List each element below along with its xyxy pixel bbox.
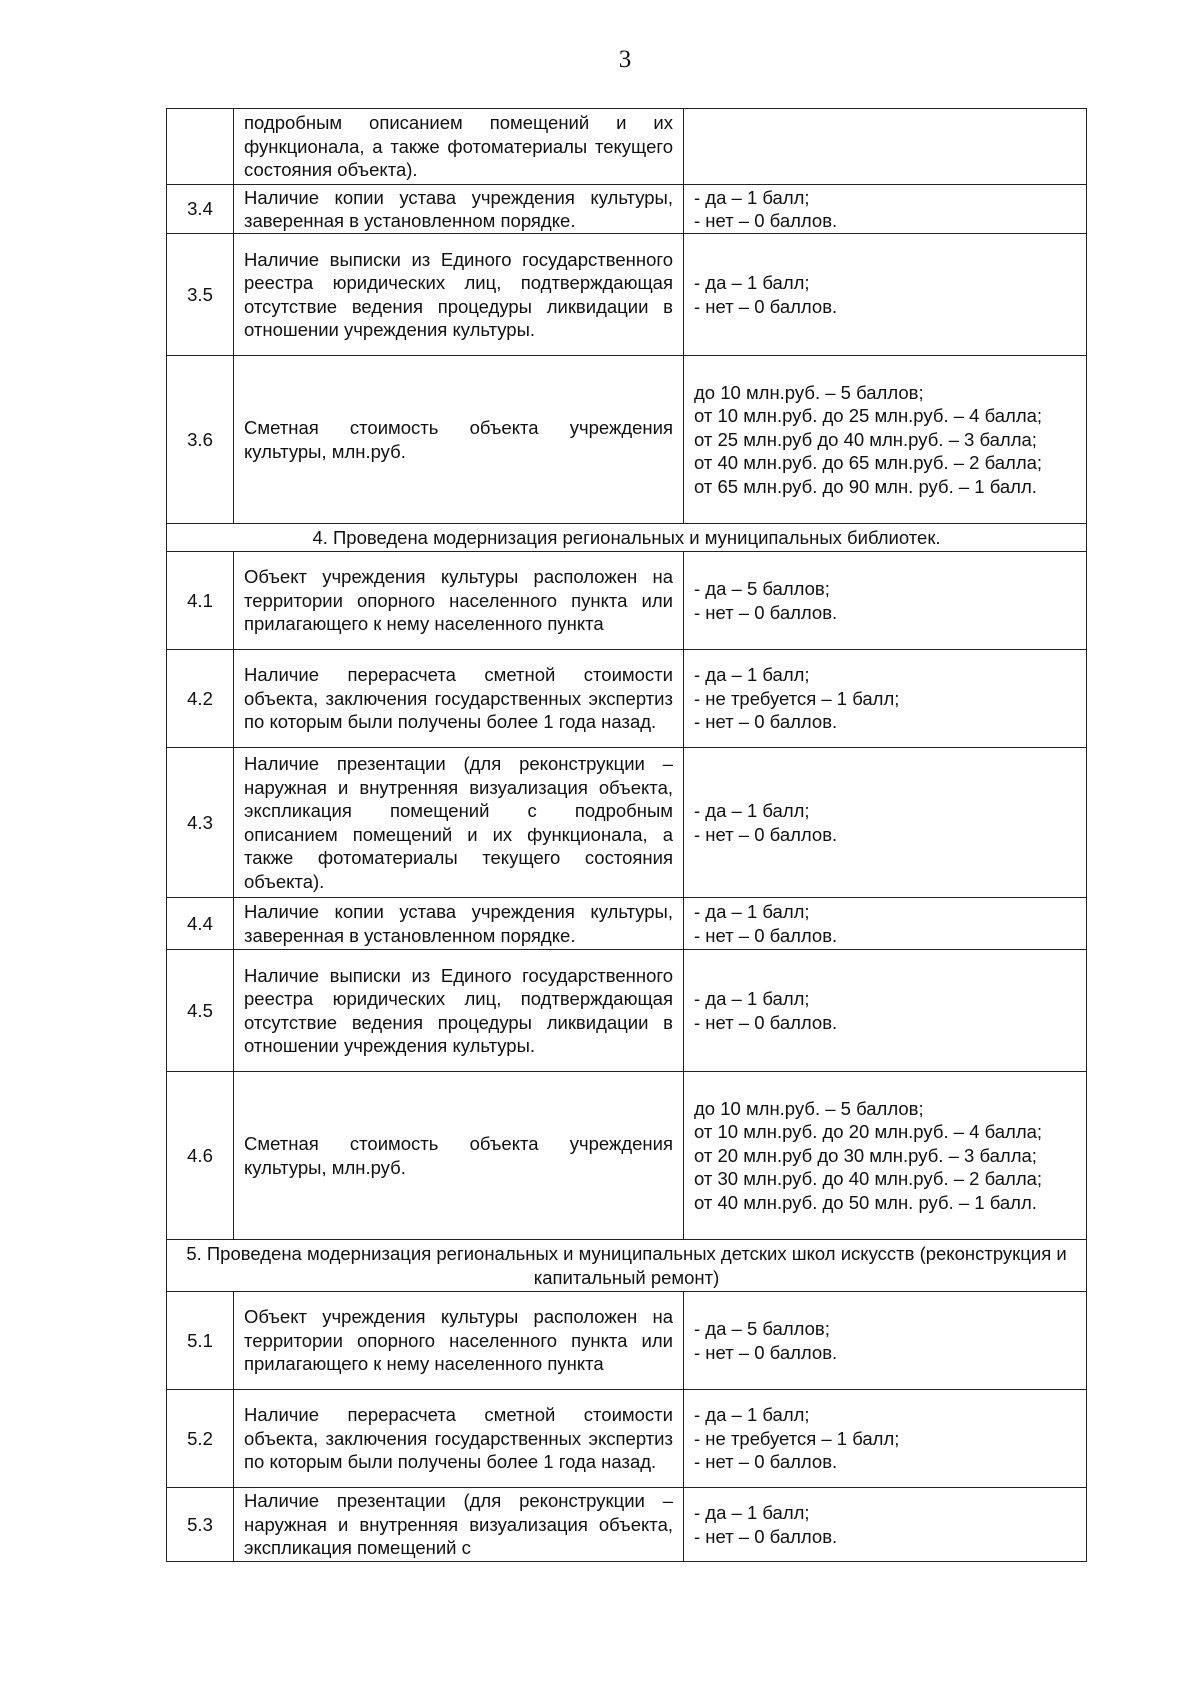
section-header-row [167, 1240, 1087, 1292]
description-text: Наличие презентации (для реконструкции – наружная и внутренняя визуализация объекта, экспликация помещений с [244, 1490, 673, 1559]
description-text: подробным описанием помещений и их функционала, а также фотоматериалы текущего состояния объекта). [244, 112, 673, 181]
criteria-row [167, 748, 1087, 898]
criterion-number: 4.3 [167, 748, 234, 898]
score-line: - да – 1 балл; [694, 186, 810, 208]
criterion-score [684, 1488, 1087, 1562]
criterion-number: 5.2 [167, 1390, 234, 1488]
criterion-number: 4.6 [167, 1072, 234, 1240]
criteria-row [167, 1292, 1087, 1390]
score-line: - нет – 0 баллов. [694, 1011, 838, 1033]
score-line: - нет – 0 баллов. [694, 711, 838, 733]
score-line: от 10 млн.руб. до 20 млн.руб. – 4 балла; [694, 1121, 1043, 1143]
criterion-number: 3.6 [167, 356, 234, 524]
criteria-row [167, 356, 1087, 524]
score-line: - да – 5 баллов; [694, 578, 830, 599]
criterion-description [234, 109, 684, 185]
score-line: - да – 1 балл; [694, 1502, 810, 1523]
criteria-row [167, 950, 1087, 1072]
criterion-score [684, 234, 1087, 356]
score-line: - нет – 0 баллов. [694, 823, 838, 845]
description-text: Сметная стоимость объекта учреждения культуры, млн.руб. [244, 417, 673, 462]
score-line: - да – 1 балл; [694, 988, 810, 1009]
criterion-score [684, 950, 1087, 1072]
score-line: от 40 млн.руб. до 65 млн.руб. – 2 балла; [694, 452, 1043, 474]
description-text: Наличие выписки из Единого государственного реестра юридических лиц, подтверждающая отсутствие ведения процедуры ликвидации в отношении учреждения культуры. [244, 248, 673, 340]
criterion-description [234, 1390, 684, 1488]
criteria-row [167, 552, 1087, 650]
criterion-number: 5.1 [167, 1292, 234, 1390]
description-text: Наличие презентации (для реконструкции – наружная и внутренняя визуализация объекта, экспликация помещений с подробным описанием помещений и их функционала, а также фотоматериалы текущего состояния объекта). [244, 753, 673, 892]
criterion-description [234, 552, 684, 650]
description-text: Наличие перерасчета сметной стоимости объекта, заключения государственных экспертиз по которым были получены более 1 года назад. [244, 1404, 673, 1473]
criterion-score [684, 109, 1087, 185]
score-line: - да – 1 балл; [694, 664, 810, 686]
score-line: - не требуется – 1 балл; [694, 1427, 900, 1449]
criteria-table-body [167, 109, 1087, 1562]
criterion-description [234, 234, 684, 356]
criterion-description [234, 185, 684, 234]
criterion-number: 5.3 [167, 1488, 234, 1562]
page-number: 3 [618, 46, 632, 73]
criterion-description [234, 748, 684, 898]
score-line: от 20 млн.руб до 30 млн.руб. – 3 балла; [694, 1144, 1037, 1166]
score-line: от 40 млн.руб. до 50 млн. руб. – 1 балл. [694, 1191, 1037, 1213]
criterion-score [684, 650, 1087, 748]
criterion-description [234, 1488, 684, 1562]
score-line: - да – 1 балл; [694, 272, 810, 293]
score-line: - нет – 0 баллов. [694, 295, 838, 317]
criterion-number: 4.5 [167, 950, 234, 1072]
section-title: 4. Проведена модернизация региональных и муниципальных библиотек. [167, 524, 1087, 552]
score-line: - да – 5 баллов; [694, 1318, 830, 1339]
section-header-row [167, 524, 1087, 552]
description-text: Сметная стоимость объекта учреждения культуры, млн.руб. [244, 1133, 673, 1178]
criterion-score [684, 552, 1087, 650]
criterion-number: 4.2 [167, 650, 234, 748]
criteria-row [167, 109, 1087, 185]
score-line: - да – 1 балл; [694, 1404, 810, 1426]
criterion-score [684, 1390, 1087, 1488]
criterion-description [234, 898, 684, 950]
score-line: - нет – 0 баллов. [694, 924, 838, 946]
criterion-number: 4.4 [167, 898, 234, 950]
description-text: Наличие перерасчета сметной стоимости объекта, заключения государственных экспертиз по которым были получены более 1 года назад. [244, 664, 673, 733]
criterion-description [234, 1072, 684, 1240]
description-text: Объект учреждения культуры расположен на территории опорного населенного пункта или прилагающего к нему населенного пункта [244, 566, 673, 635]
criterion-description [234, 1292, 684, 1390]
score-line: до 10 млн.руб. – 5 баллов; [694, 1097, 924, 1119]
criterion-score [684, 1292, 1087, 1390]
score-line: - нет – 0 баллов. [694, 210, 838, 231]
criteria-table [166, 108, 1087, 1562]
description-text: Наличие копии устава учреждения культуры, заверенная в установленном порядке. [244, 901, 673, 946]
criteria-row [167, 1390, 1087, 1488]
criterion-number: 4.1 [167, 552, 234, 650]
criterion-number: 3.4 [167, 185, 234, 234]
criterion-score [684, 748, 1087, 898]
score-line: - да – 1 балл; [694, 901, 810, 922]
criteria-row [167, 898, 1087, 950]
description-text: Наличие выписки из Единого государственного реестра юридических лиц, подтверждающая отсутствие ведения процедуры ликвидации в отношении учреждения культуры. [244, 964, 673, 1056]
criteria-row [167, 1488, 1087, 1562]
section-title: 5. Проведена модернизация региональных и муниципальных детских школ искусств (реконструкция и капитальный ремонт) [167, 1240, 1087, 1292]
criterion-description [234, 950, 684, 1072]
criterion-score [684, 1072, 1087, 1240]
score-line: от 65 млн.руб. до 90 млн. руб. – 1 балл. [694, 475, 1037, 497]
description-text: Наличие копии устава учреждения культуры, заверенная в установленном порядке. [244, 186, 673, 231]
score-line: от 10 млн.руб. до 25 млн.руб. – 4 балла; [694, 405, 1043, 427]
score-line: - не требуется – 1 балл; [694, 687, 900, 709]
criterion-number [167, 109, 234, 185]
description-text: Объект учреждения культуры расположен на территории опорного населенного пункта или прилагающего к нему населенного пункта [244, 1306, 673, 1375]
score-line: от 25 млн.руб до 40 млн.руб. – 3 балла; [694, 428, 1037, 450]
criteria-row [167, 1072, 1087, 1240]
criteria-row [167, 650, 1087, 748]
score-line: - нет – 0 баллов. [694, 1341, 838, 1363]
criteria-row [167, 185, 1087, 234]
score-line: до 10 млн.руб. – 5 баллов; [694, 381, 924, 403]
criterion-score [684, 898, 1087, 950]
score-line: - нет – 0 баллов. [694, 601, 838, 623]
score-line: - нет – 0 баллов. [694, 1525, 838, 1547]
criterion-score [684, 356, 1087, 524]
criterion-description [234, 650, 684, 748]
criterion-score [684, 185, 1087, 234]
score-line: - нет – 0 баллов. [694, 1451, 838, 1473]
criteria-row [167, 234, 1087, 356]
criterion-number: 3.5 [167, 234, 234, 356]
criterion-description [234, 356, 684, 524]
score-line: от 30 млн.руб. до 40 млн.руб. – 2 балла; [694, 1168, 1043, 1190]
score-line: - да – 1 балл; [694, 800, 810, 821]
